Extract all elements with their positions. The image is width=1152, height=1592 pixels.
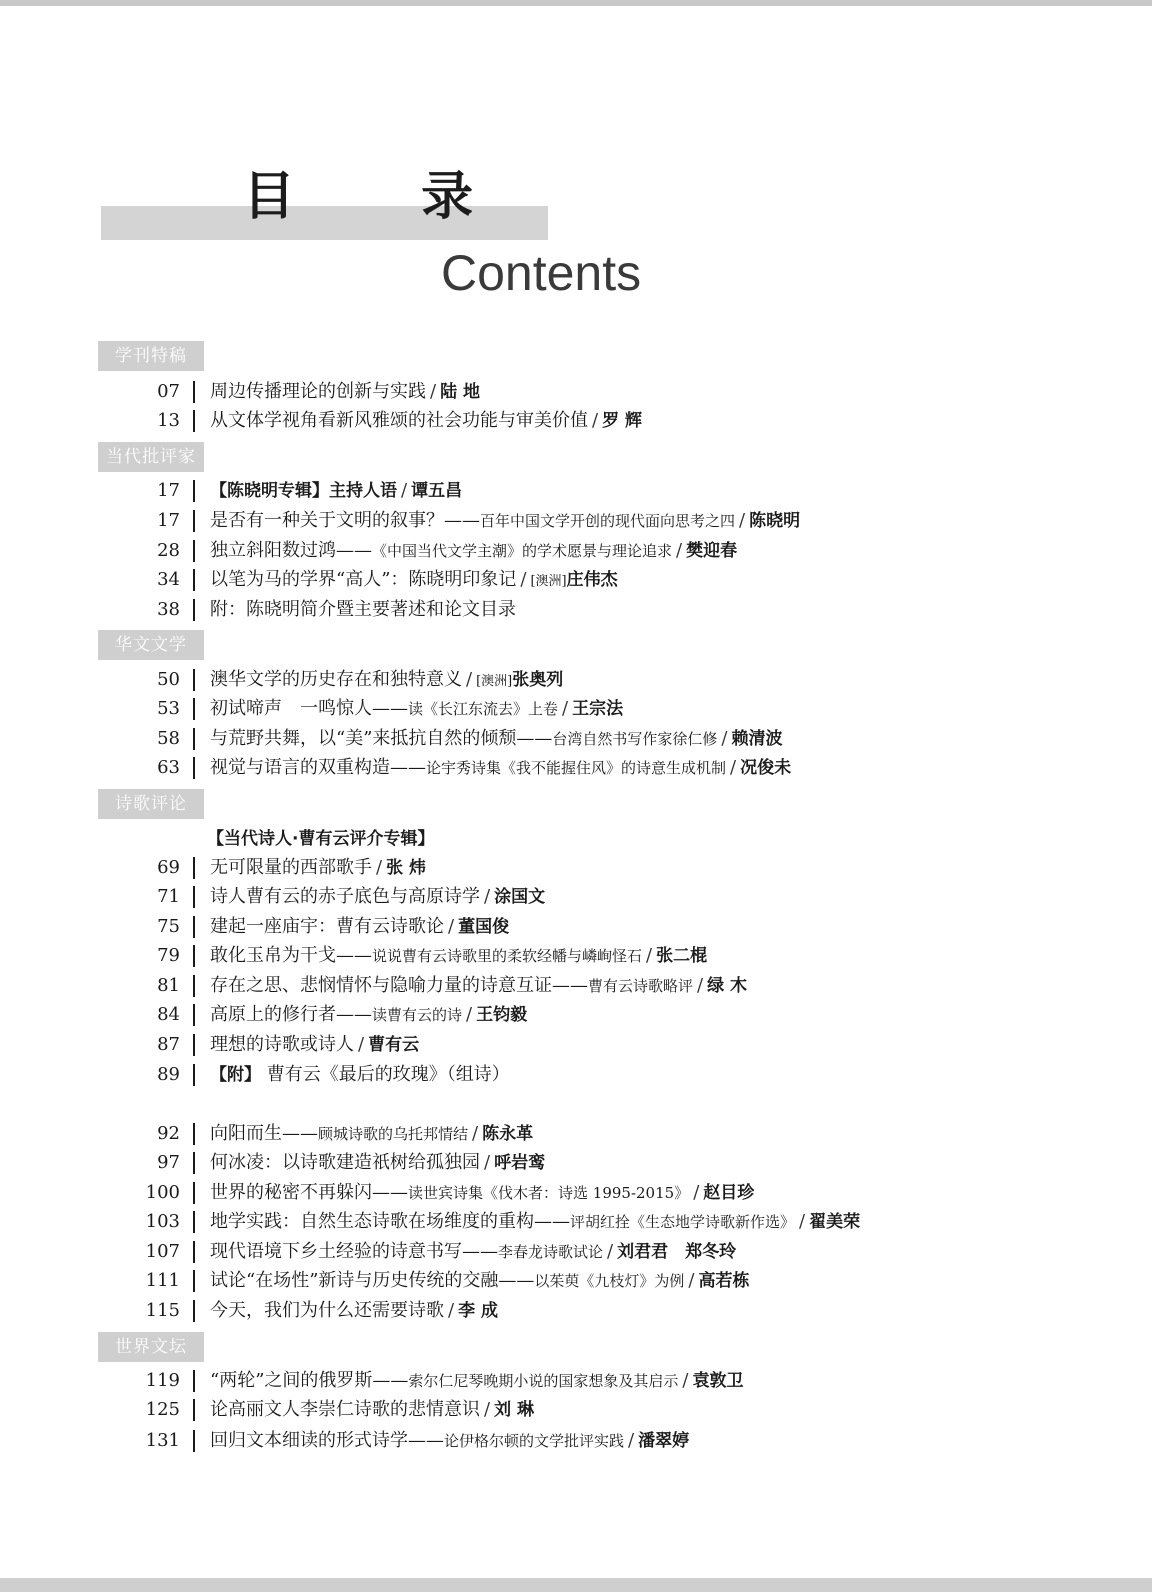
- entry-author: 罗 辉: [602, 411, 642, 431]
- entry-text: [210, 508, 800, 534]
- author-separator: /: [358, 1034, 365, 1055]
- entry-title: 曹有云《最后的玫瑰》（组诗）: [261, 1064, 510, 1085]
- entry-text: [210, 1209, 860, 1235]
- toc-entry: [0, 973, 1152, 999]
- page-number: 38: [157, 599, 180, 620]
- page-number: 07: [157, 381, 180, 402]
- section-label-poetry-review: 诗歌评论: [98, 789, 204, 819]
- author-separator: /: [520, 569, 527, 590]
- entry-author: 张二棍: [656, 946, 708, 966]
- toc-entry: [0, 1268, 1152, 1294]
- author-separator: /: [562, 698, 569, 719]
- author-separator: /: [484, 886, 491, 907]
- author-separator: /: [607, 1241, 614, 1262]
- toc-entry: [0, 567, 1152, 593]
- entry-text: [210, 1180, 754, 1206]
- entry-title: 初试啼声 一鸣惊人——: [210, 698, 408, 719]
- toc-entry: [0, 1368, 1152, 1394]
- author-separator: /: [739, 510, 746, 531]
- page-number: 34: [157, 569, 180, 590]
- entry-rule: [193, 1064, 195, 1086]
- entry-title: 高原上的修行者——: [210, 1004, 372, 1025]
- entry-title: 诗人曹有云的赤子底色与高原诗学: [210, 886, 480, 907]
- toc-entry: [0, 726, 1152, 752]
- entry-rule: [193, 857, 195, 879]
- entry-text: [210, 1268, 750, 1294]
- entry-text: [210, 1428, 689, 1454]
- entry-text: [210, 943, 707, 969]
- entry-rule: [193, 1182, 195, 1204]
- entry-bold-title: 【陈晓明专辑】主持人语: [210, 481, 397, 501]
- entry-bold-title: 【附】: [210, 1065, 261, 1085]
- toc-entry: [0, 914, 1152, 940]
- author-region: [澳洲]: [476, 674, 513, 689]
- entry-subtitle: 说说曹有云诗歌里的柔软经幡与嶙峋怪石: [372, 947, 643, 965]
- entry-title: 地学实践：自然生态诗歌在场维度的重构——: [210, 1211, 570, 1232]
- entry-author: 陈晓明: [749, 511, 801, 531]
- entry-title: 理想的诗歌或诗人: [210, 1034, 354, 1055]
- page-number: 17: [157, 510, 180, 531]
- entry-text: [210, 855, 426, 881]
- entry-author: 绿 木: [707, 976, 748, 996]
- entry-rule: [193, 1241, 195, 1263]
- toc-entry: [0, 1180, 1152, 1206]
- section-label-contemporary-critics: 当代批评家: [98, 442, 204, 472]
- page-number: 13: [157, 410, 180, 431]
- entry-author: 翟美荣: [809, 1212, 861, 1232]
- entry-text: [210, 1150, 545, 1176]
- entry-title: 回归文本细读的形式诗学——: [210, 1430, 444, 1451]
- entry-title: 附：陈晓明简介暨主要著述和论文目录: [210, 599, 516, 620]
- author-separator: /: [466, 669, 473, 690]
- entry-author: 高若栋: [698, 1271, 750, 1291]
- page-number: 63: [157, 757, 180, 778]
- entry-text: [210, 408, 642, 434]
- toc-entry: [0, 478, 1152, 504]
- section-label-academic-feature: 学刊特稿: [98, 341, 204, 371]
- entry-author: 潘翠婷: [638, 1431, 690, 1451]
- author-separator: /: [730, 757, 737, 778]
- page-number: 119: [145, 1370, 180, 1391]
- toc-entry: [0, 855, 1152, 881]
- entry-text: [210, 1239, 736, 1265]
- page-bottom-edge: [0, 1578, 1152, 1592]
- author-separator: /: [646, 945, 653, 966]
- author-separator: /: [484, 1152, 491, 1173]
- entry-rule: [193, 1034, 195, 1056]
- entry-author: 李 成: [458, 1301, 498, 1321]
- entry-text: [210, 538, 737, 564]
- page-number: 58: [157, 728, 180, 749]
- entry-text: [210, 884, 545, 910]
- author-separator: /: [688, 1270, 695, 1291]
- author-separator: /: [693, 1182, 700, 1203]
- toc-entry: [0, 667, 1152, 693]
- author-separator: /: [721, 728, 728, 749]
- entry-subtitle: 以茱萸《九枝灯》为例: [534, 1272, 685, 1290]
- author-separator: /: [448, 916, 455, 937]
- entry-text: [210, 1121, 533, 1147]
- entry-text: [210, 755, 791, 781]
- entry-title: 敢化玉帛为干戈——: [210, 945, 372, 966]
- entry-author: 王钧毅: [476, 1005, 528, 1025]
- toc-entry: [0, 755, 1152, 781]
- toc-entry: [0, 1209, 1152, 1235]
- author-separator: /: [484, 1399, 491, 1420]
- entry-rule: [193, 1399, 195, 1421]
- entry-author: 陈永革: [482, 1124, 534, 1144]
- author-separator: /: [376, 857, 383, 878]
- entry-rule: [193, 1300, 195, 1322]
- entry-title: 今天，我们为什么还需要诗歌: [210, 1300, 444, 1321]
- entry-text: [210, 597, 516, 623]
- entry-rule: [193, 410, 195, 432]
- entry-title: 论高丽文人李崇仁诗歌的悲情意识: [210, 1399, 480, 1420]
- entry-author: 刘 琳: [494, 1400, 534, 1420]
- entry-rule: [193, 480, 195, 502]
- toc-entry: [0, 1239, 1152, 1265]
- entry-rule: [193, 1211, 195, 1233]
- entry-author: 呼岩鸾: [494, 1153, 546, 1173]
- toc-entry: [0, 1032, 1152, 1058]
- entry-text: [210, 1002, 527, 1028]
- page-number: 69: [157, 857, 180, 878]
- page-number: 28: [157, 540, 180, 561]
- toc-entry: [0, 1428, 1152, 1454]
- toc-entry: [0, 1150, 1152, 1176]
- page-number: 71: [157, 886, 180, 907]
- entry-author: 谭五昌: [411, 481, 463, 501]
- entry-text: [210, 478, 462, 504]
- author-separator: /: [401, 480, 408, 501]
- entry-subtitle: 论伊格尔顿的文学批评实践: [444, 1432, 625, 1450]
- entry-author: 涂国文: [494, 887, 546, 907]
- entry-author: 庄伟杰: [566, 570, 618, 590]
- entry-subtitle: 评胡红拴《生态地学诗歌新作选》: [570, 1213, 796, 1231]
- entry-rule: [193, 381, 195, 403]
- entry-subtitle: 读《长江东流去》上卷: [408, 700, 559, 718]
- page-number: 17: [157, 480, 180, 501]
- entry-subtitle: 读世宾诗集《伐木者：诗选 1995-2015》: [408, 1184, 690, 1202]
- page-number: 111: [145, 1270, 180, 1291]
- toc-entry: [0, 379, 1152, 405]
- entry-title: 试论“在场性”新诗与历史传统的交融——: [210, 1270, 535, 1291]
- entry-title: 视觉与语言的双重构造——: [210, 757, 426, 778]
- entry-rule: [193, 540, 195, 562]
- author-separator: /: [592, 410, 599, 431]
- section-label-world-literature: 世界文坛: [98, 1332, 204, 1362]
- toc-entry: [0, 1397, 1152, 1423]
- entry-author: 樊迎春: [686, 541, 738, 561]
- entry-subtitle: 索尔仁尼琴晚期小说的国家想象及其启示: [408, 1372, 679, 1390]
- page-number: 125: [145, 1399, 180, 1420]
- entry-rule: [193, 757, 195, 779]
- entry-author: 刘君君 郑冬玲: [617, 1242, 737, 1262]
- entry-rule: [193, 975, 195, 997]
- page-number: 53: [157, 698, 180, 719]
- toc-entry: [0, 1121, 1152, 1147]
- entry-author: 赖清波: [731, 729, 783, 749]
- entry-text: [210, 379, 480, 405]
- author-separator: /: [682, 1370, 689, 1391]
- entry-title: 世界的秘密不再躲闪——: [210, 1182, 408, 1203]
- entry-author: 赵目珍: [703, 1183, 755, 1203]
- entry-rule: [193, 1370, 195, 1392]
- page-number: 79: [157, 945, 180, 966]
- toc-entry: [0, 408, 1152, 434]
- entry-author: 张奥列: [512, 670, 564, 690]
- toc-entry: [0, 597, 1152, 623]
- entry-title: “两轮”之间的俄罗斯——: [210, 1370, 409, 1391]
- entry-rule: [193, 599, 195, 621]
- entry-author: 张 炜: [386, 858, 426, 878]
- entry-author: 曹有云: [368, 1035, 420, 1055]
- toc-entry: [0, 943, 1152, 969]
- toc-entry: [0, 1002, 1152, 1028]
- page-number: 97: [157, 1152, 180, 1173]
- entry-text: [210, 973, 747, 999]
- entry-title: 建起一座庙宇：曹有云诗歌论: [210, 916, 444, 937]
- entry-title: 何冰凌：以诗歌建造祇树给孤独园: [210, 1152, 480, 1173]
- entry-subtitle: 曹有云诗歌略评: [588, 977, 694, 995]
- toc-entry: [0, 696, 1152, 722]
- entry-title: 独立斜阳数过鸿——: [210, 540, 372, 561]
- toc-entry: [0, 1298, 1152, 1324]
- entry-rule: [193, 1430, 195, 1452]
- page-number: 89: [157, 1064, 180, 1085]
- author-region: [澳洲]: [530, 574, 567, 589]
- entry-rule: [193, 728, 195, 750]
- page-number: 87: [157, 1034, 180, 1055]
- entry-author: 董国俊: [458, 917, 510, 937]
- entry-rule: [193, 886, 195, 908]
- page-number: 131: [145, 1430, 180, 1451]
- entry-title: 从文体学视角看新风雅颂的社会功能与审美价值: [210, 410, 588, 431]
- page-number: 103: [145, 1211, 180, 1232]
- entry-rule: [193, 669, 195, 691]
- entry-text: [210, 667, 563, 695]
- entry-title: 澳华文学的历史存在和独特意义: [210, 669, 462, 690]
- entry-text: [210, 567, 618, 595]
- entry-text: [210, 696, 623, 722]
- entry-rule: [193, 945, 195, 967]
- page-title-english: Contents: [441, 245, 642, 301]
- entry-subtitle: 李春龙诗歌试论: [498, 1243, 604, 1261]
- toc-entry: [0, 884, 1152, 910]
- entry-rule: [193, 1270, 195, 1292]
- page-number: 107: [145, 1241, 180, 1262]
- page-number: 92: [157, 1123, 180, 1144]
- entry-text: [210, 726, 783, 752]
- entry-text: [210, 1397, 534, 1423]
- entry-author: 陆 地: [440, 382, 480, 402]
- entry-text: [210, 914, 509, 940]
- entry-title: 是否有一种关于文明的叙事？——: [210, 510, 480, 531]
- page-top-edge: [0, 0, 1152, 6]
- entry-title: 现代语境下乡土经验的诗意书写——: [210, 1241, 498, 1262]
- page-number: 81: [157, 975, 180, 996]
- page-number: 75: [157, 916, 180, 937]
- entry-title: 存在之思、悲悯情怀与隐喻力量的诗意互证——: [210, 975, 588, 996]
- author-separator: /: [472, 1123, 479, 1144]
- entry-subtitle: 《中国当代文学主潮》的学术愿景与理论追求: [372, 542, 673, 560]
- page-title: 目 录: [243, 167, 528, 227]
- page-number: 115: [145, 1300, 180, 1321]
- author-separator: /: [697, 975, 704, 996]
- entry-subtitle: 顾城诗歌的乌托邦情结: [318, 1125, 469, 1143]
- section-label-chinese-literature: 华文文学: [98, 630, 204, 660]
- author-separator: /: [628, 1430, 635, 1451]
- toc-entry: [0, 538, 1152, 564]
- entry-author: 袁敦卫: [692, 1371, 744, 1391]
- entry-text: [210, 1032, 419, 1058]
- author-separator: /: [676, 540, 683, 561]
- author-separator: /: [466, 1004, 473, 1025]
- author-separator: /: [799, 1211, 806, 1232]
- entry-title: 以笔为马的学界“高人”：陈晓明印象记: [210, 569, 517, 590]
- author-separator: /: [448, 1300, 455, 1321]
- entry-text: [210, 1062, 510, 1088]
- entry-title: 与荒野共舞，以“美”来抵抗自然的倾颓——: [210, 728, 553, 749]
- page-number: 84: [157, 1004, 180, 1025]
- toc-entry: [0, 1062, 1152, 1088]
- entry-subtitle: 百年中国文学开创的现代面向思考之四: [480, 512, 736, 530]
- toc-entry: [0, 508, 1152, 534]
- entry-author: 况俊未: [740, 758, 792, 778]
- entry-text: [210, 1368, 744, 1394]
- entry-author: 王宗法: [572, 699, 624, 719]
- entry-rule: [193, 698, 195, 720]
- entry-subtitle: 论宇秀诗集《我不能握住风》的诗意生成机制: [426, 759, 727, 777]
- entry-subtitle: 读曹有云的诗: [372, 1006, 463, 1024]
- entry-title: 周边传播理论的创新与实践: [210, 381, 426, 402]
- entry-title: 向阳而生——: [210, 1123, 318, 1144]
- entry-rule: [193, 510, 195, 532]
- entry-rule: [193, 569, 195, 591]
- entry-rule: [193, 1004, 195, 1026]
- page-number: 50: [157, 669, 180, 690]
- entry-text: [210, 1298, 498, 1324]
- entry-rule: [193, 1152, 195, 1174]
- entry-subtitle: 台湾自然书写作家徐仁修: [552, 730, 718, 748]
- subsection-heading: 【当代诗人·曹有云评介专辑】: [207, 829, 435, 849]
- author-separator: /: [430, 381, 437, 402]
- entry-rule: [193, 1123, 195, 1145]
- entry-title: 无可限量的西部歌手: [210, 857, 372, 878]
- page-number: 100: [145, 1182, 180, 1203]
- entry-rule: [193, 916, 195, 938]
